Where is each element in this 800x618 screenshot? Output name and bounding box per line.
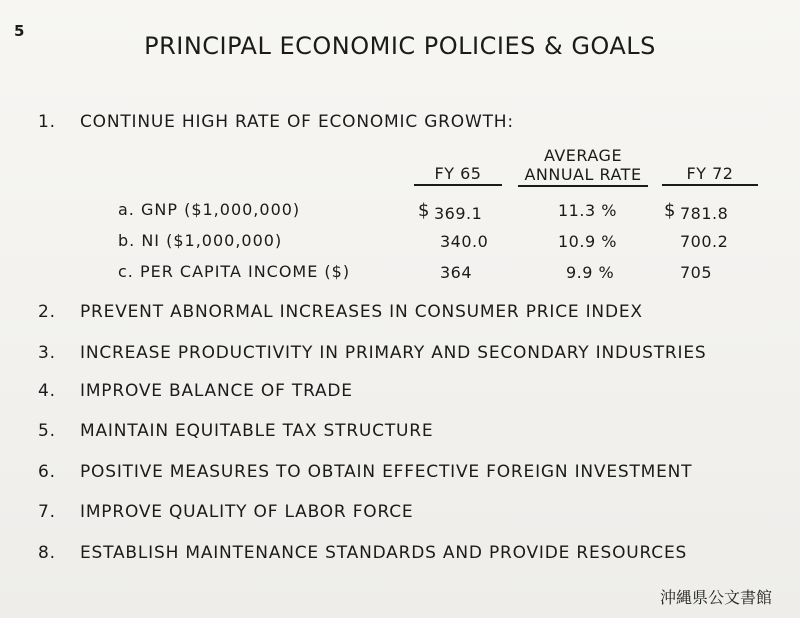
policy-item-7: 7. IMPROVE QUALITY OF LABOR FORCE	[38, 502, 414, 522]
archive-stamp: 沖縄県公文書館	[659, 588, 772, 607]
policy-item-1	[38, 112, 514, 132]
cell-per-capita-fy65: 364	[440, 263, 473, 282]
row-label-ni: b. NI ($1,000,000)	[118, 231, 283, 250]
item-text: CONTINUE HIGH RATE OF ECONOMIC GROWTH:	[80, 112, 514, 132]
cell-per-capita-rate: 9.9 %	[566, 263, 615, 282]
cell-gnp-fy72: $ 781.8	[664, 200, 729, 223]
cell-per-capita-fy72: 705	[680, 263, 713, 282]
policy-item-5: 5. MAINTAIN EQUITABLE TAX STRUCTURE	[38, 421, 434, 441]
cell-ni-fy72: 700.2	[680, 232, 729, 251]
item-number: 1.	[38, 112, 56, 132]
policy-item-8: 8. ESTABLISH MAINTENANCE STANDARDS AND PROVIDE RESOURCES	[38, 543, 688, 563]
row-label-gnp: a. GNP ($1,000,000)	[118, 200, 301, 219]
page-number: 5	[14, 22, 25, 40]
cell-ni-rate: 10.9 %	[558, 232, 617, 251]
header-average-line2: ANNUAL RATE	[518, 165, 648, 187]
policy-item-3: 3. INCREASE PRODUCTIVITY IN PRIMARY AND SECONDARY INDUSTRIES	[38, 343, 707, 363]
header-average-annual-rate	[516, 146, 650, 187]
cell-ni-fy65: 340.0	[440, 232, 489, 251]
policy-item-6: 6. POSITIVE MEASURES TO OBTAIN EFFECTIVE FOREIGN INVESTMENT	[38, 462, 693, 482]
policy-item-2: 2. PREVENT ABNORMAL INCREASES IN CONSUMER PRICE INDEX	[38, 302, 643, 322]
policy-item-4: 4. IMPROVE BALANCE OF TRADE	[38, 381, 353, 401]
page-title: PRINCIPAL ECONOMIC POLICIES & GOALS	[144, 32, 656, 60]
header-fy65: FY 65	[412, 164, 504, 186]
cell-gnp-rate: 11.3 %	[558, 201, 617, 220]
header-fy72: FY 72	[660, 164, 760, 186]
cell-gnp-fy65: $ 369.1	[418, 200, 483, 223]
header-average-line1: AVERAGE	[543, 146, 623, 165]
row-label-per-capita: c. PER CAPITA INCOME ($)	[118, 262, 351, 281]
